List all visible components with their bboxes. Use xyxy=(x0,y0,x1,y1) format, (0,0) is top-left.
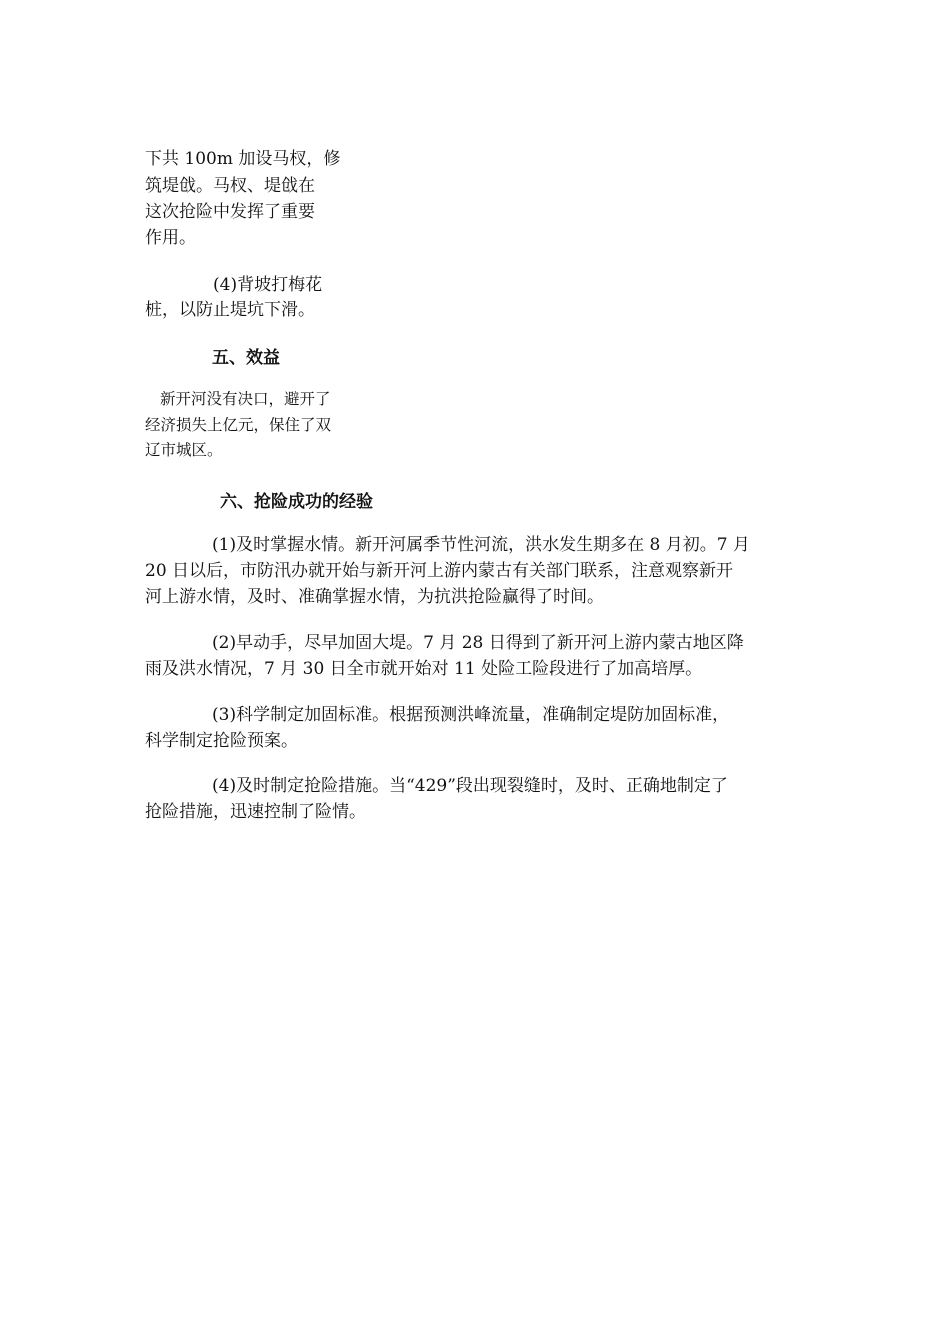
section-heading: 六、抢险成功的经验 xyxy=(220,492,373,512)
text-line: 20 日以后，市防汛办就开始与新开河上游内蒙古有关部门联系，注意观察新开 xyxy=(145,561,734,581)
text-line: (1)及时掌握水情。新开河属季节性河流，洪水发生期多在 8 月初。7 月 xyxy=(212,535,750,555)
text-line: (3)科学制定加固标准。根据预测洪峰流量，准确制定堤防加固标准， xyxy=(212,705,730,725)
text-line: 河上游水情，及时、准确掌握水情，为抗洪抢险赢得了时间。 xyxy=(145,587,604,607)
text-line: 辽市城区。 xyxy=(145,441,223,459)
text-line: 这次抢险中发挥了重要 xyxy=(145,202,315,222)
text-line: 科学制定抢险预案。 xyxy=(145,731,298,751)
text-line: 新开河没有决口，避开了 xyxy=(160,390,331,408)
text-line: 抢险措施，迅速控制了险情。 xyxy=(145,802,366,822)
text-line: 下共 100m 加设马杈，修 xyxy=(145,149,341,169)
text-line: 经济损失上亿元，保住了双 xyxy=(145,416,332,434)
text-line: (2)早动手，尽早加固大堤。7 月 28 日得到了新开河上游内蒙古地区降 xyxy=(212,633,744,653)
text-line: 作用。 xyxy=(145,228,196,248)
text-line: (4)及时制定抢险措施。当“429”段出现裂缝时，及时、正确地制定了 xyxy=(212,776,728,796)
text-line: 桩，以防止堤坑下滑。 xyxy=(145,300,315,320)
section-heading: 五、效益 xyxy=(212,348,280,368)
text-line: (4)背坡打梅花 xyxy=(213,275,323,295)
text-line: 筑堤戗。马杈、堤戗在 xyxy=(145,176,315,196)
text-line: 雨及洪水情况，7 月 30 日全市就开始对 11 处险工险段进行了加高培厚。 xyxy=(145,659,703,679)
